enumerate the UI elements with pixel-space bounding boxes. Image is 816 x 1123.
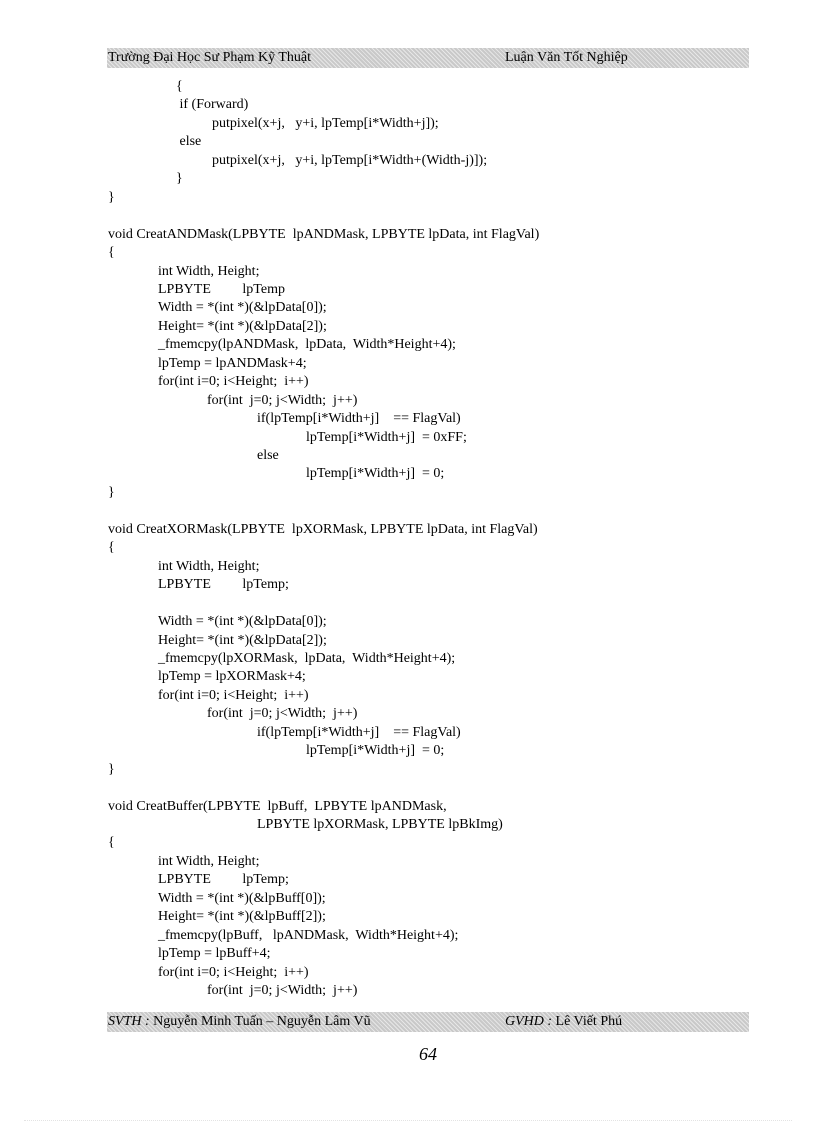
code-line: if(lpTemp[i*Width+j] == FlagVal) <box>257 411 461 427</box>
code-line: for(int i=0; i<Height; i++) <box>158 687 309 703</box>
page-footer <box>107 1012 749 1032</box>
page-edge-divider <box>24 1120 792 1121</box>
code-line: for(int j=0; j<Width; j++) <box>207 983 358 999</box>
code-line: else <box>176 134 202 150</box>
code-line: { <box>108 540 115 556</box>
code-line: for(int j=0; j<Width; j++) <box>207 706 358 722</box>
code-line: else <box>257 448 279 463</box>
code-line: for(int i=0; i<Height; i++) <box>158 374 309 390</box>
code-line: lpTemp[i*Width+j] = 0; <box>306 743 445 759</box>
footer-students <box>108 1012 371 1032</box>
code-line: { <box>108 245 115 261</box>
code-line: _fmemcpy(lpANDMask, lpData, Width*Height+4); <box>158 337 456 353</box>
code-line: Height= *(int *)(&lpData[2]); <box>158 318 327 334</box>
code-line: LPBYTE lpTemp <box>158 281 285 297</box>
code-line: { <box>108 835 115 851</box>
footer-gvhd-label: GVHD : <box>505 1014 553 1029</box>
code-line: void CreatANDMask(LPBYTE lpANDMask, LPBYTE lpData, int FlagVal) <box>108 226 540 242</box>
code-line: int Width, Height; <box>158 263 260 279</box>
code-line: int Width, Height; <box>158 853 260 869</box>
page-header <box>107 48 749 68</box>
code-line: Height= *(int *)(&lpBuff[2]); <box>158 909 326 925</box>
code-line: } <box>108 484 115 500</box>
code-line: LPBYTE lpXORMask, LPBYTE lpBkImg) <box>257 817 503 832</box>
code-line: Height= *(int *)(&lpData[2]); <box>158 632 327 648</box>
footer-advisor-name: Lê Viết Phú <box>555 1014 623 1029</box>
code-line: int Width, Height; <box>158 558 260 574</box>
header-thesis-title: Luận Văn Tốt Nghiệp <box>505 50 628 65</box>
code-line: for(int i=0; i<Height; i++) <box>158 964 309 980</box>
code-line: LPBYTE lpTemp; <box>158 577 289 593</box>
code-line: for(int j=0; j<Width; j++) <box>207 392 358 408</box>
code-line: { <box>176 79 183 94</box>
code-line: Width = *(int *)(&lpBuff[0]); <box>158 890 326 906</box>
code-line: lpTemp = lpBuff+4; <box>158 946 271 962</box>
code-line: lpTemp = lpANDMask+4; <box>158 355 307 371</box>
code-line: Width = *(int *)(&lpData[0]); <box>158 300 327 316</box>
code-line: _fmemcpy(lpBuff, lpANDMask, Width*Height+4); <box>158 927 459 943</box>
code-line: lpTemp[i*Width+j] = 0; <box>306 466 445 482</box>
footer-svth-label: SVTH : <box>108 1014 150 1029</box>
code-line: _fmemcpy(lpXORMask, lpData, Width*Height+4); <box>158 650 456 666</box>
header-school: Trường Đại Học Sư Phạm Kỹ Thuật <box>108 50 312 65</box>
code-line: if (Forward) <box>176 97 249 113</box>
code-line: } <box>108 761 115 777</box>
footer-student-names: Nguyễn Minh Tuấn – Nguyễn Lâm Vũ <box>153 1014 371 1029</box>
code-line: void CreatXORMask(LPBYTE lpXORMask, LPBYTE lpData, int FlagVal) <box>108 521 538 537</box>
code-line: Width = *(int *)(&lpData[0]); <box>158 614 327 630</box>
code-line: lpTemp[i*Width+j] = 0xFF; <box>306 429 467 445</box>
code-line: } <box>176 171 183 187</box>
code-line: LPBYTE lpTemp; <box>158 872 289 888</box>
code-line: if(lpTemp[i*Width+j] == FlagVal) <box>257 724 461 740</box>
code-line: } <box>108 189 115 205</box>
code-line: putpixel(x+j, y+i, lpTemp[i*Width+(Width-j)]); <box>212 152 488 168</box>
code-line: putpixel(x+j, y+i, lpTemp[i*Width+j]); <box>212 115 439 131</box>
page-number: 64 <box>419 1044 437 1064</box>
code-line: void CreatBuffer(LPBYTE lpBuff, LPBYTE lpANDMask, <box>108 798 447 814</box>
code-line: lpTemp = lpXORMask+4; <box>158 669 306 685</box>
footer-advisor <box>505 1012 622 1032</box>
